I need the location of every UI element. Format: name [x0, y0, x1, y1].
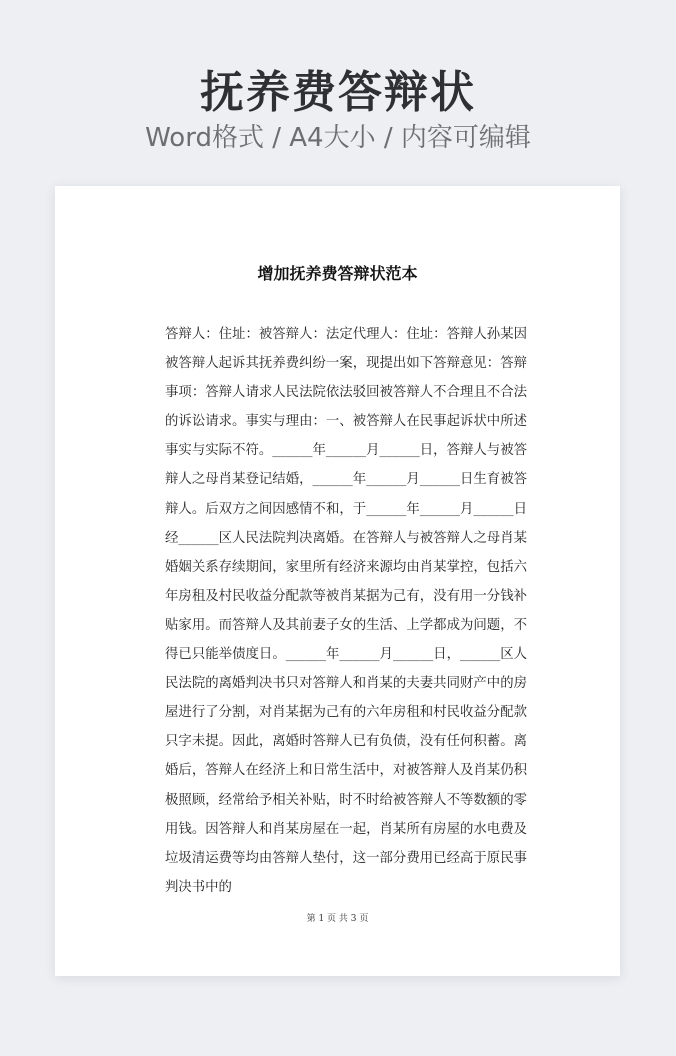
document-title: 增加抚养费答辩状范本: [257, 264, 418, 283]
document-body-text: 答辩人：住址：被答辩人：法定代理人：住址：答辩人孙某因被答辩人起诉其抚养费纠纷一案，现提出如下答辩意见：答辩事项：答辩人请求人民法院依法驳回被答辩人不合理且不合法的诉讼请求。事实与理由：一、被答辩人在民事起诉状中所述事实与实际不符。______年______月______日，答辩人与被答辩人之母肖某登记结婚，______年______月______日生育被答辩人。后双方之间因感情不和，于______年______月______日经______区人民法院判决离婚。在答辩人与被答辩人之母肖某婚姻关系存续期间，家里所有经济来源均由肖某掌控，包括六年房租及村民收益分配款等被肖某据为己有，没有用一分钱补贴家用。而答辩人及其前妻子女的生活、上学都成为问题，不得已只能举债度日。______年______月______日，______区人民法院的离婚判决书只对答辩人和肖某的夫妻共同财产中的房屋进行了分割，对肖某据为己有的六年房租和村民收益分配款只字未提。因此，离婚时答辩人已有负债，没有任何积蓄。离婚后，答辩人在经济上和日常生活中，对被答辩人及肖某仍积极照顾，经常给予相关补贴，时不时给被答辩人不等数额的零用钱。因答辩人和肖某房屋在一起，肖某所有房屋的水电费及垃圾清运费等均由答辩人垫付，这一部分费用已经高于原民事判决书中的: [165, 327, 527, 895]
page-number-footer: 第 1 页 共 3 页: [306, 914, 369, 924]
subtitle: Word格式 / A4大小 / 内容可编辑: [145, 123, 531, 153]
document-page: [55, 186, 620, 976]
main-title: 抚养费答辩状: [200, 67, 476, 118]
page-header: [0, 0, 676, 186]
